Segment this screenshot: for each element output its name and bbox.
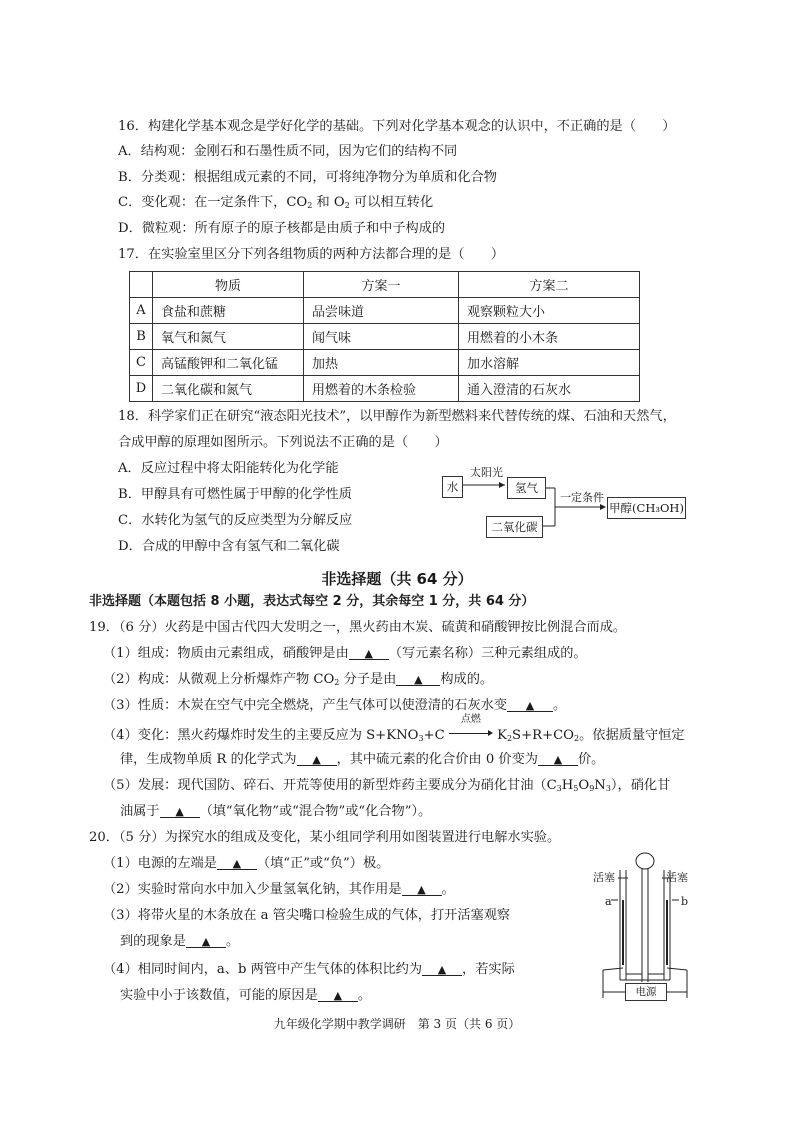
hydrogen-box: 氢气 [507, 477, 546, 499]
table-cell: B [130, 324, 153, 350]
q18-option-d: D．合成的甲醇中含有氢气和二氧化碳 [118, 539, 340, 554]
q16-option-a: A．结构观：金刚石和石墨性质不同，因为它们的结构不同 [118, 144, 458, 159]
table-cell: D [130, 376, 153, 402]
q19-part1: （1）组成：物质由元素组成，硝酸钾是由 ▲ （写元素名称）三种元素组成的。 [103, 646, 587, 661]
q16-option-b: B．分类观：根据组成元素的不同，可将纯净物分为单质和化合物 [118, 170, 497, 185]
right-stopcock-label: 活塞 [666, 871, 688, 884]
answer-blank[interactable]: ▲ [422, 964, 462, 976]
q20-part3-line2: 到的现象是 ▲ 。 [120, 934, 240, 949]
q20-part4-line2: 实验中小于该数值，可能的原因是 ▲ 。 [120, 988, 371, 1003]
table-cell: 用燃着的小木条 [459, 324, 640, 350]
co2-box: 二氧化碳 [486, 516, 543, 538]
q20-part4-line1: （4）相同时间内，a、b 两管中产生气体的体积比约为 ▲ ，若实际 [103, 962, 515, 977]
condition-label: 一定条件 [560, 491, 604, 504]
reaction-condition: 点燃 [460, 714, 481, 725]
power-supply-box: 电源 [625, 983, 667, 1001]
q16-option-c: C．变化观：在一定条件下，$CO_2$ 和 $O_2$ 可以相互转化 [118, 195, 434, 210]
q20-part3-line1: （3）将带火星的木条放在 a 管尖嘴口检验生成的气体，打开活塞观察 [103, 908, 511, 923]
table-header-cell: 方案二 [459, 272, 640, 298]
table-header-cell: 物质 [153, 272, 304, 298]
tube-b-label: b [681, 895, 689, 908]
table-cell: 闻气味 [304, 324, 459, 350]
water-box: 水 [442, 476, 463, 498]
q18-stem-line1: 18．科学家们正在研究“液态阳光技术”，以甲醇作为新型燃料来代替传统的煤、石油和天然气， [118, 409, 676, 424]
table-cell: C [130, 350, 153, 376]
methanol-box: 甲醇(CH₃OH) [607, 497, 686, 519]
answer-blank[interactable]: ▲ [297, 754, 337, 766]
sunlight-label: 太阳光 [470, 466, 503, 479]
tube-a-label: a [605, 895, 612, 908]
answer-blank[interactable]: ▲ [349, 648, 389, 660]
answer-blank[interactable]: ▲ [507, 700, 553, 712]
table-cell: 加水溶解 [459, 350, 640, 376]
table-header-cell: 方案一 [304, 272, 459, 298]
table-cell: 用燃着的木条检验 [304, 376, 459, 402]
answer-blank[interactable]: ▲ [538, 754, 578, 766]
table-cell: A [130, 298, 153, 324]
table-cell: 二氧化碳和氮气 [153, 376, 304, 402]
q19-part3: （3）性质：木炭在空气中完全燃烧，产生气体可以使澄清的石灰水变 ▲ 。 [103, 698, 567, 713]
table-cell: 品尝味道 [304, 298, 459, 324]
q20-part2: （2）实验时常向水中加入少量氢氧化钠，其作用是 ▲ 。 [103, 882, 455, 897]
section-title: 非选择题（共 64 分） [321, 570, 473, 588]
q18-option-b: B．甲醇具有可燃性属于甲醇的化学性质 [118, 487, 352, 502]
q16-option-d: D．微粒观：所有原子的原子核都是由质子和中子构成的 [118, 221, 446, 236]
answer-blank[interactable]: ▲ [318, 990, 358, 1002]
q17-stem: 17．在实验室里区分下列各组物质的两种方法都合理的是（ ） [118, 247, 505, 262]
q19-part5-line2: 油属于 ▲ （填“氧化物”或“混合物”或“化合物”）。 [120, 804, 432, 819]
answer-blank[interactable]: ▲ [396, 674, 440, 686]
q19-part4-line2: 律，生成物单质 R 的化学式为 ▲ ，其中硫元素的化合价由 0 价变为 ▲ 价。 [120, 752, 605, 767]
q20-stem: 20．（5 分）为探究水的组成及变化，某小组同学利用如图装置进行电解水实验。 [89, 830, 561, 845]
answer-blank[interactable]: ▲ [402, 884, 442, 896]
section-description: 非选择题（本题包括 8 小题，表达式每空 2 分，其余每空 1 分，共 64 分） [89, 594, 535, 609]
q19-part2: （2）构成：从微观上分析爆炸产物 $CO_2$ 分子是由 ▲ 构成的。 [103, 672, 494, 687]
answer-blank[interactable]: ▲ [186, 936, 226, 948]
answer-blank[interactable]: ▲ [160, 806, 200, 818]
q20-part1: （1）电源的左端是 ▲ （填“正”或“负”）极。 [103, 856, 390, 871]
table-cell: 观察颗粒大小 [459, 298, 640, 324]
table-cell: 氧气和氮气 [153, 324, 304, 350]
page-footer: 九年级化学期中教学调研 第 3 页（共 6 页） [273, 1017, 521, 1031]
q19-stem: 19．（6 分）火药是中国古代四大发明之一，黑火药由木炭、硫黄和硝酸钾按比例混合而成。 [89, 620, 627, 635]
answer-blank[interactable]: ▲ [217, 858, 257, 870]
table-cell: 加热 [304, 350, 459, 376]
q19-part4-line1: （4）变化：黑火药爆炸时发生的主要反应为 $S+KNO_3+C$ 点燃 $K_2S+R+CO_2$。依据质量守恒定 [103, 714, 685, 743]
q18-option-c: C．水转化为氢气的反应类型为分解反应 [118, 513, 353, 528]
q16-stem: 16．构建化学基本观念是学好化学的基础。下列对化学基本观念的认识中，不正确的是（ ） [118, 119, 676, 134]
table-cell: 通入澄清的石灰水 [459, 376, 640, 402]
table-cell: 食盐和蔗糖 [153, 298, 304, 324]
q18-option-a: A．反应过程中将太阳能转化为化学能 [118, 461, 339, 476]
left-stopcock-label: 活塞 [593, 871, 615, 884]
q19-part5-line1: （5）发展：现代国防、碎石、开荒等使用的新型炸药主要成分为硝化甘油$(C_3H_5O_9N_3)$，硝化甘 [103, 778, 671, 793]
q18-stem-line2: 合成甲醇的原理如图所示。下列说法不正确的是（ ） [118, 435, 448, 450]
table-cell: 高锰酸钾和二氧化锰 [153, 350, 304, 376]
